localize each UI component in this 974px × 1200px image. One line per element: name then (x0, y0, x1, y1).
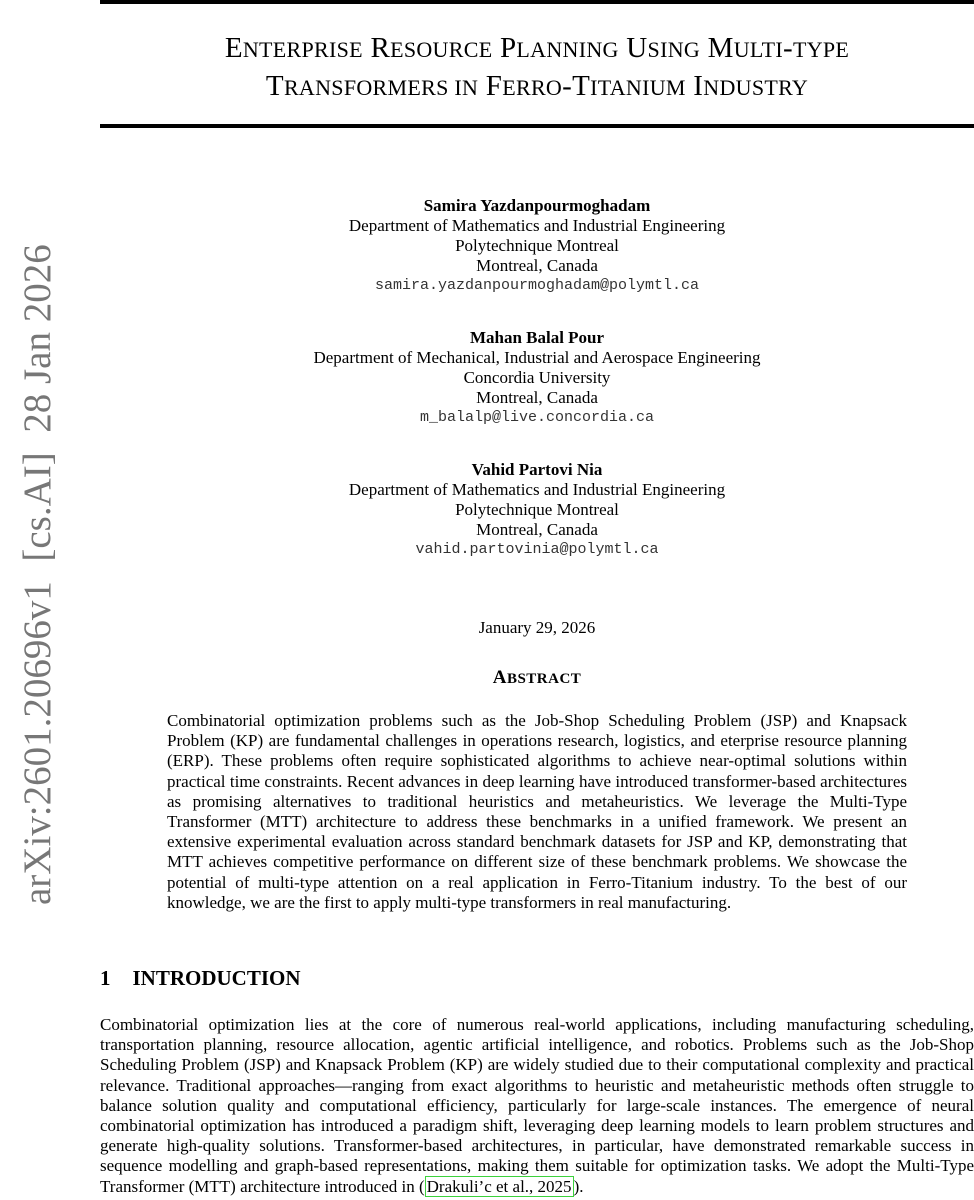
author-name: Vahid Partovi Nia (471, 460, 603, 479)
section-number: 1 (100, 966, 111, 990)
author-name: Mahan Balal Pour (469, 328, 605, 347)
author-department: Department of Mathematics and Industrial Engineering (348, 216, 726, 235)
section-heading-introduction (100, 966, 301, 991)
author-institution: Polytechnique Montreal (455, 500, 619, 519)
author-email[interactable]: samira.yazdanpourmoghadam@polymtl.ca (374, 277, 700, 294)
author-email[interactable]: m_balalp@live.concordia.ca (419, 409, 655, 426)
introduction-text (100, 1015, 974, 1197)
author-2 (100, 328, 974, 428)
author-3 (100, 460, 974, 560)
introduction-body-end: ). (573, 1176, 584, 1196)
author-location: Montreal, Canada (476, 520, 598, 539)
paper-date: January 29, 2026 (478, 618, 596, 637)
author-email[interactable]: vahid.partovinia@polymtl.ca (415, 541, 659, 558)
title-line-2: TRANSFORMERS IN FERRO-TITANIUM INDUSTRY (265, 70, 809, 102)
top-rule (100, 0, 974, 4)
author-name: Samira Yazdanpourmoghadam (423, 196, 651, 215)
author-department: Department of Mathematics and Industrial Engineering (348, 480, 726, 499)
author-1 (100, 196, 974, 296)
author-department: Department of Mechanical, Industrial and Aerospace Engineering (313, 348, 761, 367)
arxiv-stamp[interactable]: arXiv:2601.20696v1 [cs.AI] 28 Jan 2026 (16, 244, 59, 905)
author-institution: Polytechnique Montreal (455, 236, 619, 255)
author-institution: Concordia University (463, 368, 611, 387)
abstract-text: Combinatorial optimization problems such as the Job-Shop Scheduling Problem (JSP) and Knapsack Problem (KP) are fundamental challenges in operations research, logistics, and eterprise resource planning (ERP). These problems often require sophisticated algorithms to achieve near-optimal solutions within practical time constraints. Recent advances in deep learning have introduced transformer-based architectures as promising alternatives to traditional heuristics and metaheuristics. We leverage the Multi-Type Transformer (MTT) architecture to address these benchmarks in a unified framework. We present an extensive experimental evaluation across standard benchmark datasets for JSP and KP, demonstrating that MTT achieves competitive performance on different size of these benchmark problems. We showcase the potential of multi-type attention on a real application in Ferro-Titanium industry. To the best of our knowledge, we are the first to apply multi-type transformers in real manufacturing. (167, 711, 907, 912)
author-location: Montreal, Canada (476, 256, 598, 275)
title-line-1: ENTERPRISE RESOURCE PLANNING USING MULTI-TYPE (224, 32, 850, 64)
abstract-heading: ABSTRACT (492, 667, 582, 688)
author-block (100, 196, 974, 560)
title-bottom-rule (100, 124, 974, 128)
citation-link[interactable]: Drakuli’c et al., 2025 (426, 1176, 572, 1196)
author-location: Montreal, Canada (476, 388, 598, 407)
introduction-body: Combinatorial optimization lies at the core of numerous real-world applications, including manufacturing scheduling, transportation planning, resource allocation, agentic artificial intelligence, and robotics. Problems such as the Job-Shop Scheduling Problem (JSP) and Knapsack Problem (KP) are widely studied due to their computational complexity and practical relevance. Traditional approaches—ranging from exact algorithms to heuristic and metaheuristic methods often struggle to balance solution quality and computational efficiency, particularly for large-scale instances. The emergence of neural combinatorial optimization has introduced a paradigm shift, leveraging deep learning models to learn problem structures and generate high-quality solutions. Transformer-based architectures, in particular, have demonstrated remarkable success in sequence modelling and graph-based representations, making them suitable for optimization tasks. We adopt the Multi-Type Transformer (MTT) architecture introduced in ( (100, 1015, 974, 1196)
section-title: INTRODUCTION (132, 966, 301, 990)
paper-title (100, 30, 974, 106)
